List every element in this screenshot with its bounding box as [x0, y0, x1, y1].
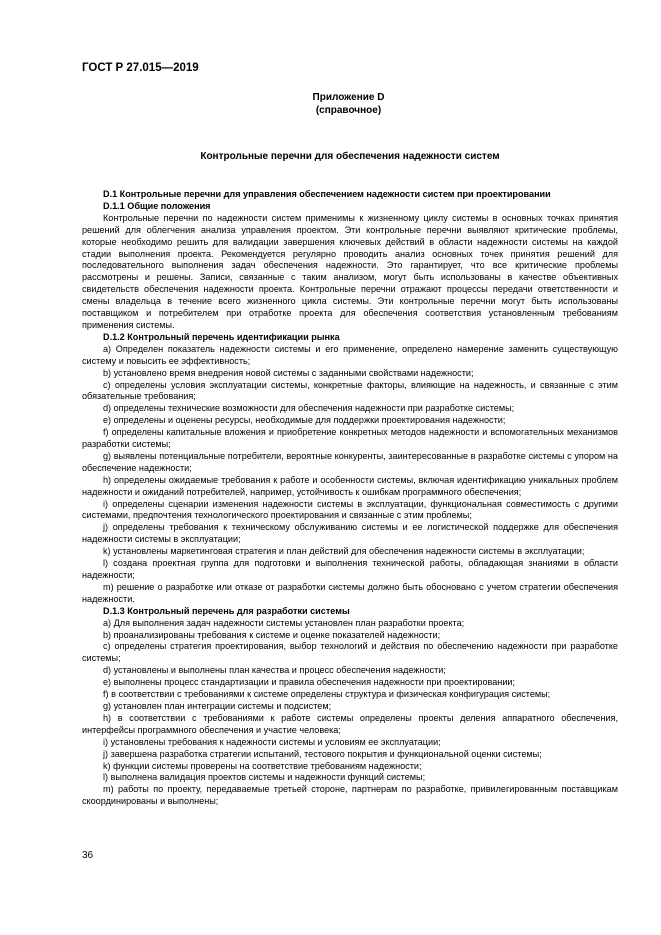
page-number: 36 [82, 850, 94, 861]
section-heading: D.1 Контрольные перечни для управления обеспечением надежности систем при проектировании [103, 189, 551, 199]
annex-heading [0, 92, 661, 117]
paragraph: d) установлены и выполнены план качества и процесс обеспечения надежности; [103, 665, 446, 676]
paragraph: c) определены условия эксплуатации системы, конкретные факторы, влияющие на надежность, и связанные с этим обязательные требования; [82, 379, 618, 402]
paragraph: k) установлены маркетинговая стратегия и план действий для обеспечения надежности системы в эксплуатации; [103, 546, 585, 557]
paragraph: c) определены стратегия проектирования, выбор технологий и действия по обеспечению надежности при разработке системы; [82, 641, 618, 664]
paragraph: e) определены и оценены ресурсы, необходимые для поддержки проектирования надежности; [103, 415, 506, 426]
section-heading: D.1.2 Контрольный перечень идентификации рынка [103, 331, 340, 342]
paragraph: i) установлены требования к надежности системы и условиям ее эксплуатации; [103, 736, 441, 747]
document-body [82, 181, 618, 808]
paragraph: m) работы по проекту, передаваемые третьей стороне, партнерам по разработке, привилегированным поставщикам скоординированы и выполнены; [82, 784, 618, 807]
paragraph: Контрольные перечни по надежности систем применимы к жизненному циклу системы в основных точках принятия решений для облегчения анализа управления проектом. Эти контрольные перечни выявляют критические проблемы, которые необходимо решить для валидации завершения ключевых действий в области надежности системы на каждой стадии выполнения проекта. Рекомендуется регулярно проводить анализ основных точек принятия решений для последовательного выполнения задач обеспечения надежности. Это гарантирует, что все критические проблемы рассмотрены и решены. Записи, связанные с таким анализом, могут быть использованы в качестве объективных свидетельств обеспечения надежности проекта. Контрольные перечни отражают процессы передачи ответственности и смены владельца в течение всего жизненного цикла системы. Эти контрольные перечни могут быть использованы поставщиком и потребителем при отработке проекта для обеспечения соответствия установленным требованиям применения системы. [82, 212, 618, 330]
paragraph: b) установлено время внедрения новой системы с заданными свойствами надежности; [103, 367, 474, 378]
paragraph: j) определены требования к техническому обслуживанию системы и ее логистической поддержке для обеспечения надежности системы в эксплуатации; [82, 522, 618, 545]
paragraph: e) выполнены процесс стандартизации и правила обеспечения надежности при проектировании; [103, 677, 516, 688]
annex-title: Приложение D [312, 92, 385, 103]
section-heading: D.1.3 Контрольный перечень для разработки системы [103, 605, 350, 616]
paragraph: k) функции системы проверены на соответствие требованиям надежности; [103, 760, 422, 771]
paragraph: b) проанализированы требования к системе и оценке показателей надежности; [103, 629, 441, 640]
page-title: Контрольные перечни для обеспечения надежности систем [200, 151, 500, 162]
paragraph: j) завершена разработка стратегии испытаний, тестового покрытия и функциональной оценки системы; [103, 748, 542, 759]
paragraph: f) определены капитальные вложения и приобретение конкретных методов надежности и вспомогательных механизмов разработки системы; [82, 427, 618, 450]
annex-type: (справочное) [315, 104, 382, 116]
paragraph: f) в соответствии с требованиями к системе определены структура и физическая конфигурация системы; [103, 689, 551, 700]
section-heading: D.1.1 Общие положения [103, 200, 211, 211]
paragraph: a) Для выполнения задач надежности системы установлен план разработки проекта; [103, 617, 465, 628]
paragraph: d) определены технические возможности для обеспечения надежности при разработке системы; [103, 403, 515, 414]
paragraph: l) выполнена валидация проектов системы и надежности функций системы; [103, 772, 426, 783]
paragraph: m) решение о разработке или отказе от разработки системы должно быть обосновано с учетом стратегии обеспечения надежности. [82, 581, 618, 604]
paragraph: a) Определен показатель надежности системы и его применение, определено намерение заменить существующую систему и повысить ее эффективность; [82, 343, 618, 366]
paragraph: l) создана проектная группа для подготовки и выполнения технической работы, обладающая знаниями в области надежности; [82, 558, 618, 580]
paragraph: h) определены ожидаемые требования к работе и особенности системы, включая идентификацию уникальных проблем надежности и ожиданий потребителей, например, устойчивость к ошибкам программного обеспечения; [82, 474, 618, 497]
paragraph: i) определены сценарии изменения надежности системы в эксплуатации, функциональная совместимость с другими системами, предпочтения технологического проектирования и связанные с этим проблемы; [82, 498, 618, 521]
standard-header: ГОСТ Р 27.015—2019 [82, 62, 199, 74]
paragraph: h) в соответствии с требованиями к работе системы определены проекты деления аппаратного обеспечения, интерфейсы программного обеспечения и участие человека; [82, 712, 618, 735]
paragraph: g) выявлены потенциальные потребители, вероятные конкуренты, заинтересованные в разработке системы с упором на обеспечение надежности; [82, 450, 618, 473]
paragraph: g) установлен план интеграции системы и подсистем; [103, 700, 332, 711]
